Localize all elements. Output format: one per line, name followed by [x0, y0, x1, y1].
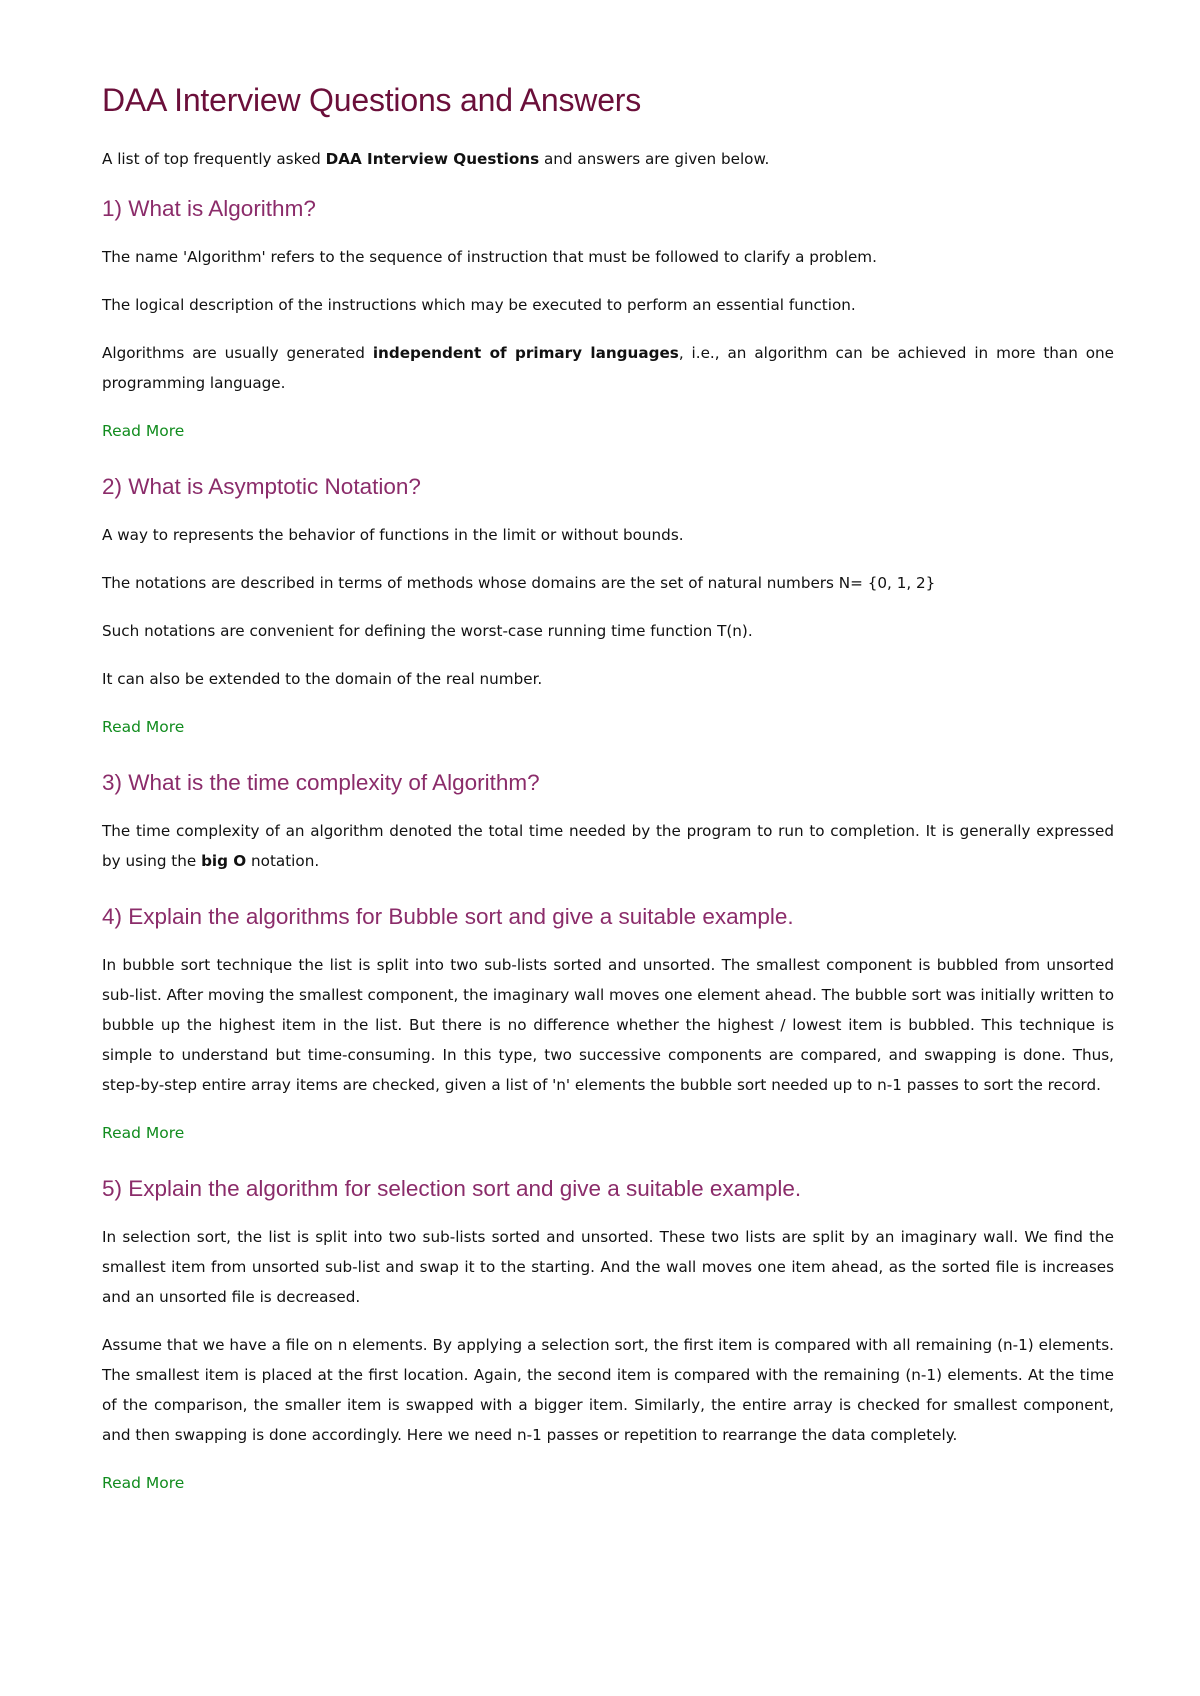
question-1-read-more-link[interactable]: Read More	[102, 422, 185, 440]
question-1-p3-post: , i.e., an algorithm can be achieved in more than one programming language.	[102, 344, 1114, 392]
question-1-p3-bold: independent of primary languages	[372, 344, 679, 362]
question-3-p1-bold: big O	[201, 852, 247, 870]
question-5-paragraph-2: Assume that we have a file on n elements. By applying a selection sort, the first item is compared with all remaining (n-1) elements. The smallest item is placed at the first location. Again, the second item is compared with the remaining (n-1) elements. At the time of the comparison, the smaller item is swapped with a bigger item. Similarly, the entire array is checked for smallest component, and then swapping is done accordingly. Here we need n-1 passes or repetition to rearrange the data completely.	[102, 1336, 1114, 1444]
question-2-read-more-link[interactable]: Read More	[102, 718, 185, 736]
question-4-read-more-link[interactable]: Read More	[102, 1124, 185, 1142]
intro-text-post: and answers are given below.	[539, 150, 770, 168]
question-4-paragraph-1: In bubble sort technique the list is split into two sub-lists sorted and unsorted. The smallest component is bubbled from unsorted sub-list. After moving the smallest component, the imaginary wall moves one element ahead. The bubble sort was initially written to bubble up the highest item in the list. But there is no difference whether the highest / lowest item is bubbled. This technique is simple to understand but time-consuming. In this type, two successive components are compared, and swapping is done. Thus, step-by-step entire array items are checked, given a list of 'n' elements the bubble sort needed up to n-1 passes to sort the record.	[102, 956, 1114, 1094]
question-1-heading: 1) What is Algorithm?	[102, 196, 316, 221]
question-1-p3-pre: Algorithms are usually generated	[102, 344, 373, 362]
intro-paragraph	[102, 144, 1114, 174]
intro-text-pre: A list of top frequently asked	[102, 150, 326, 168]
question-5-read-more-link[interactable]: Read More	[102, 1474, 185, 1492]
question-2-paragraph-1: A way to represents the behavior of functions in the limit or without bounds.	[102, 526, 684, 544]
question-2-heading: 2) What is Asymptotic Notation?	[102, 474, 421, 499]
question-3-heading: 3) What is the time complexity of Algorithm?	[102, 770, 540, 795]
question-5-heading: 5) Explain the algorithm for selection sort and give a suitable example.	[102, 1176, 802, 1201]
page-title: DAA Interview Questions and Answers	[102, 82, 642, 118]
question-2-paragraph-2: The notations are described in terms of methods whose domains are the set of natural numbers N= {0, 1, 2}	[102, 574, 936, 592]
document-page	[102, 78, 1114, 1524]
question-3-p1-post: notation.	[246, 852, 320, 870]
question-3-p1-pre: The time complexity of an algorithm denoted the total time needed by the program to run to completion. It is generally expressed by using the	[102, 822, 1114, 870]
question-1-section	[102, 194, 1114, 446]
question-2-paragraph-4: It can also be extended to the domain of the real number.	[102, 670, 543, 688]
question-4-heading: 4) Explain the algorithms for Bubble sort and give a suitable example.	[102, 904, 794, 929]
question-1-paragraph-1: The name 'Algorithm' refers to the sequence of instruction that must be followed to clarify a problem.	[102, 248, 877, 266]
question-4-section	[102, 902, 1114, 1148]
question-3-paragraph-1	[102, 816, 1114, 876]
intro-text-bold: DAA Interview Questions	[325, 150, 540, 168]
question-3-section	[102, 768, 1114, 876]
question-2-paragraph-3: Such notations are convenient for defining the worst-case running time function T(n).	[102, 622, 753, 640]
question-1-paragraph-2: The logical description of the instructions which may be executed to perform an essential function.	[102, 296, 856, 314]
question-5-section	[102, 1174, 1114, 1498]
question-5-paragraph-1: In selection sort, the list is split into two sub-lists sorted and unsorted. These two lists are split by an imaginary wall. We find the smallest item from unsorted sub-list and swap it to the starting. And the wall moves one item ahead, as the sorted file is increases and an unsorted file is decreased.	[102, 1228, 1114, 1306]
question-2-section	[102, 472, 1114, 742]
question-1-paragraph-3	[102, 338, 1114, 398]
